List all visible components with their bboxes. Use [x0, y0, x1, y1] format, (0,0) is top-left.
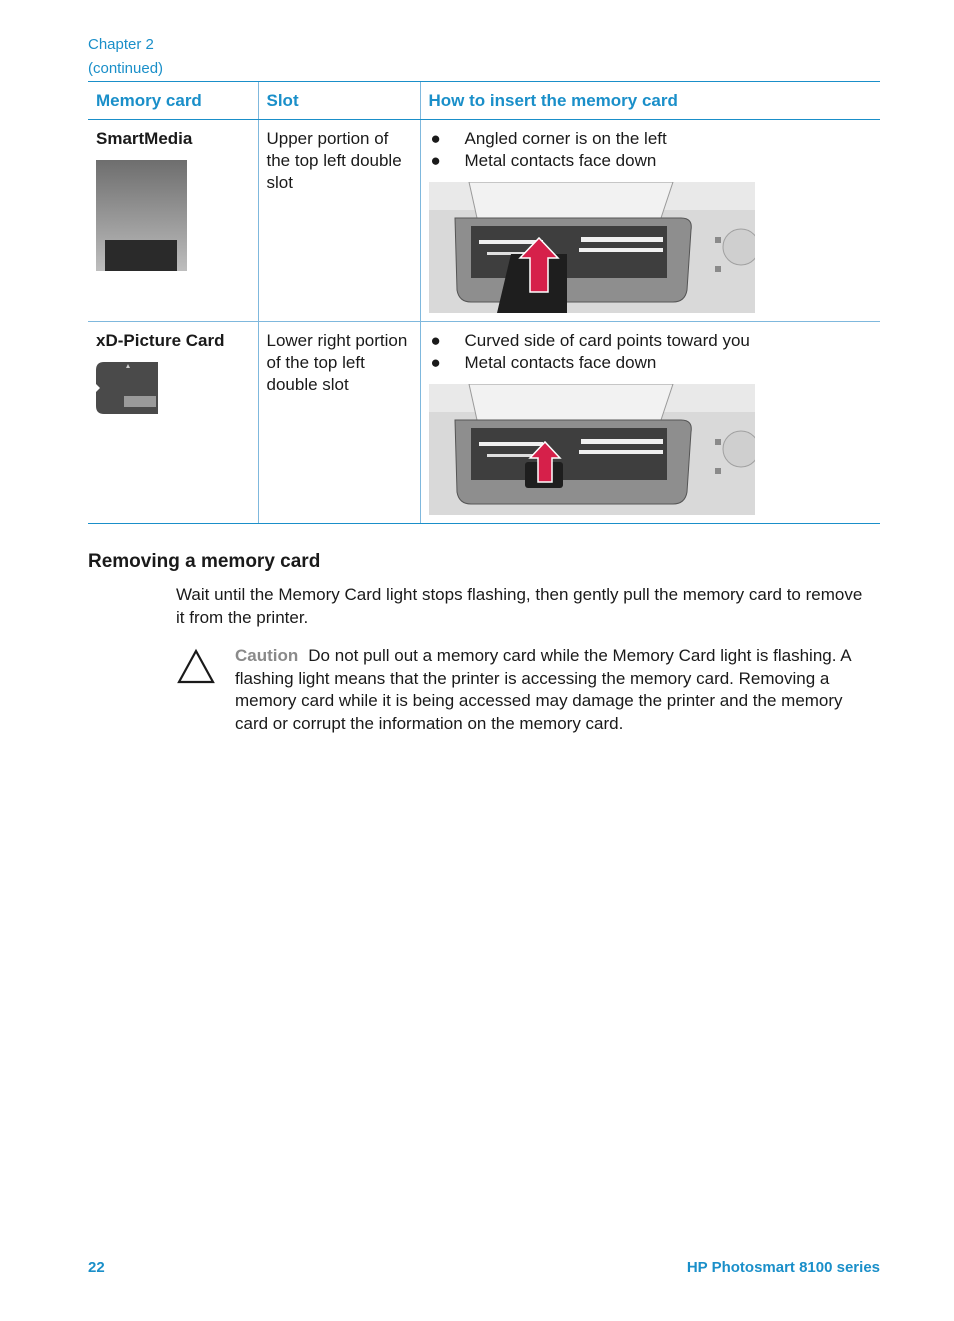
chapter-label: Chapter 2: [88, 36, 154, 53]
section-body-text: Wait until the Memory Card light stops flashing, then gently pull the memory card to remove it from the printer.: [176, 585, 863, 627]
list-item: [429, 150, 873, 172]
instruction-list: [429, 128, 873, 172]
xd-insert-illustration: [429, 384, 755, 515]
smartmedia-insert-illustration: [429, 182, 755, 313]
column-header-memory-card: Memory card: [88, 82, 258, 120]
card-cell: [88, 322, 258, 524]
bullet-icon: ●: [430, 353, 441, 372]
bullet-icon: ●: [430, 129, 441, 148]
instruction-text: Curved side of card points toward you: [464, 331, 750, 350]
instruction-text: Metal contacts face down: [464, 151, 657, 170]
slot-cell: Upper portion of the top left double slot: [258, 120, 420, 322]
continued-label: (continued): [88, 60, 164, 77]
xd-picture-card-image: [96, 362, 160, 414]
product-name: HP Photosmart 8100 series: [686, 1259, 880, 1276]
caution-label: Caution: [235, 646, 299, 665]
table-row: [88, 120, 880, 322]
column-header-slot: Slot: [258, 82, 420, 120]
table-header-row: [88, 82, 880, 120]
table-row: [88, 322, 880, 524]
list-item: [429, 352, 873, 374]
caution-note: [235, 645, 875, 735]
bullet-icon: ●: [430, 331, 441, 350]
smartmedia-card-image: [96, 160, 188, 272]
caution-triangle-icon: [176, 648, 216, 684]
slot-cell: Lower right portion of the top left double slot: [258, 322, 420, 524]
caution-text: Do not pull out a memory card while the Memory Card light is flashing. A flashing light means that the printer is accessing the memory card. Removing a memory card while it is being accessed may damage the printer and the memory card or corrupt the information on the memory card.: [235, 646, 851, 733]
card-cell: [88, 120, 258, 322]
bullet-icon: ●: [430, 151, 441, 170]
column-header-how-to-insert: How to insert the memory card: [420, 82, 880, 120]
instructions-cell: [420, 120, 880, 322]
card-name: xD-Picture Card: [96, 331, 225, 350]
list-item: [429, 330, 873, 352]
memory-card-table: [88, 81, 880, 524]
instructions-cell: [420, 322, 880, 524]
card-name: SmartMedia: [96, 129, 193, 148]
page-number: 22: [88, 1259, 105, 1276]
list-item: [429, 128, 873, 150]
instruction-text: Metal contacts face down: [464, 353, 657, 372]
instruction-text: Angled corner is on the left: [464, 129, 667, 148]
instruction-list: [429, 330, 873, 374]
section-heading: Removing a memory card: [88, 551, 321, 572]
